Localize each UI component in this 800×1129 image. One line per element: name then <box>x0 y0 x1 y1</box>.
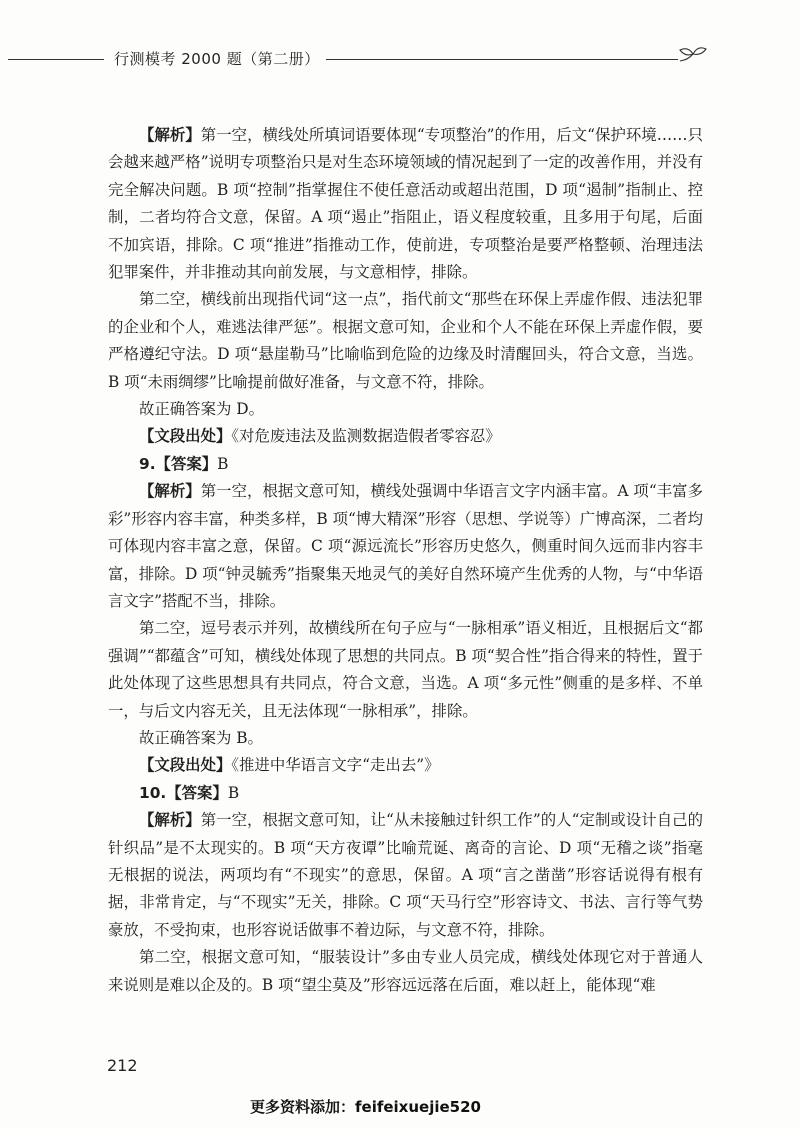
header-rule-left <box>8 59 104 60</box>
paragraph <box>108 451 703 478</box>
paragraph <box>108 780 703 807</box>
section-label: 【解析】 <box>139 126 201 144</box>
section-label: 【解析】 <box>139 482 201 501</box>
paragraph <box>108 807 703 944</box>
answer-explanations <box>108 122 703 999</box>
header-title: 行测模考 2000 题（第二册） <box>108 48 326 69</box>
paragraph-text: 第一空，根据文意可知，让“从未接触过针织工作”的人“定制或设计自己的针织品”是不太现实的。B 项“天方夜谭”比喻荒诞、离奇的言论、D 项“无稽之谈”指毫无根据的说法，两项均有“不现实”的意思，保留。A 项“言之凿凿”形容话说得有根有据，非常肯定，与“不现实”无关，排除。C 项“天马行空”形容诗文、书法、言行等气势豪放，不受拘束，也形容说话做事不着边际，与文意不符，排除。 <box>108 811 703 939</box>
paragraph-text: 故正确答案为 D。 <box>139 400 264 419</box>
paragraph-text: 第一空，根据文意可知，横线处强调中华语言文字内涵丰富。A 项“丰富多彩”形容内容丰富，种类多样，B 项“博大精深”形容（思想、学说等）广博高深，二者均可体现内容丰富之意，保留。C 项“源远流长”形容历史悠久，侧重时间久远而非内容丰富，排除。D 项“钟灵毓秀”指聚集天地灵气的美好自然环境产生优秀的人物，与“中华语言文字”搭配不当，排除。 <box>108 482 703 610</box>
paragraph-text: 第二空，横线前出现指代词“这一点”，指代前文“那些在环保上弄虚作假、违法犯罪的企业和个人，难逃法律严惩”。根据文意可知，企业和个人不能在环保上弄虚作假，要严格遵纪守法。D 项“悬崖勒马”比喻临到危险的边缘及时清醒回头，符合文意，当选。B 项“未雨绸缪”比喻提前做好准备，与文意不符，排除。 <box>108 290 703 391</box>
section-label: 9.【答案】 <box>139 454 218 473</box>
paragraph-text: B <box>227 783 240 802</box>
paragraph-text: 《推进中华语言文字“走出去”》 <box>231 756 440 775</box>
paragraph <box>108 615 703 725</box>
section-label: 【解析】 <box>139 811 201 830</box>
section-label: 10.【答案】 <box>139 783 228 802</box>
header-rule-right <box>292 59 678 60</box>
paragraph <box>108 286 703 396</box>
sprout-icon <box>676 44 710 70</box>
paragraph <box>108 478 703 615</box>
paragraph <box>108 725 703 752</box>
paragraph <box>108 944 703 999</box>
footer-note: 更多资料添加：feifeixuejie520 <box>250 1098 481 1116</box>
paragraph-text: B <box>217 454 229 473</box>
paragraph <box>108 396 703 423</box>
paragraph <box>108 752 703 779</box>
section-label: 【文段出处】 <box>139 427 232 446</box>
paragraph-text: 《对危废违法及监测数据造假者零容忍》 <box>231 427 501 446</box>
paragraph <box>108 122 703 286</box>
paragraph-text: 第二空，逗号表示并列，故横线所在句子应与“一脉相承”语义相近，且根据后文“都强调”“都蕴含”可知，横线处体现了思想的共同点。B 项“契合性”指合得来的特性，置于此处体现了这些思想具有共同点，符合文意，当选。A 项“多元性”侧重的是多样、不单一，与后文内容无关，且无法体现“一脉相承”，排除。 <box>108 619 703 720</box>
paragraph-text: 第二空，根据文意可知，“服装设计”多由专业人员完成，横线处体现它对于普通人来说则是难以企及的。B 项“望尘莫及”形容远远落在后面，难以赶上，能体现“难 <box>108 948 703 994</box>
paragraph <box>108 423 703 450</box>
section-label: 【文段出处】 <box>139 756 232 775</box>
page-header <box>0 44 800 74</box>
paragraph-text: 故正确答案为 B。 <box>139 728 263 747</box>
page-number: 212 <box>107 1056 138 1075</box>
paragraph-text: 第一空，横线处所填词语要体现“专项整治”的作用，后文“保护环境……只会越来越严格”说明专项整治只是对生态环境领域的情况起到了一定的改善作用，并没有完全解决问题。B 项“控制”指掌握住不使任意活动或超出范围，D 项“遏制”指制止、控制，二者均符合文意，保留。A 项“遏止”指阻止，语义程度较重，且多用于句尾，后面不加宾语，排除。C 项“推进”指推动工作，使前进，专项整治是要严格整顿、治理违法犯罪案件，并非推动其向前发展，与文意相悖，排除。 <box>108 126 703 282</box>
